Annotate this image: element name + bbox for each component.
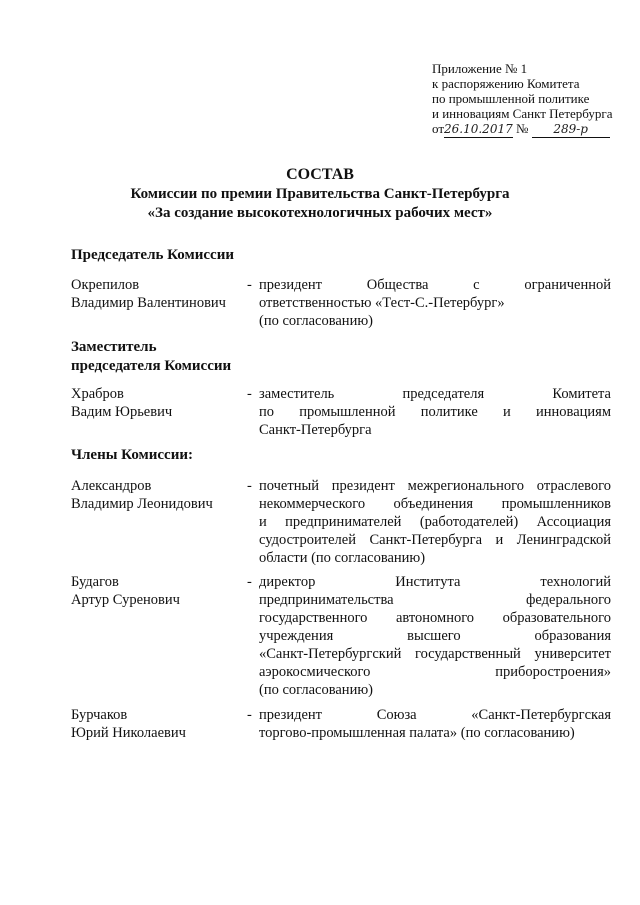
person-dash: - — [247, 386, 252, 402]
title-line-2: «За создание высокотехнологичных рабочих мест» — [147, 205, 493, 221]
annex-line-1: Приложение № 1 — [432, 61, 528, 76]
role-line: торгово-промышленная палата» (по согласованию) — [259, 725, 575, 741]
person-given-name: Владимир Валентинович — [71, 295, 226, 311]
role-line: заместитель председателя Комитета — [259, 386, 611, 402]
annex-date-line — [432, 121, 632, 138]
section-chairman: Председатель Комиссии — [71, 247, 234, 263]
section-deputy-line-1: Заместитель — [71, 339, 157, 355]
person-surname: Будагов — [71, 574, 119, 590]
annex-block — [432, 61, 632, 138]
role-line: «Санкт-Петербургский государственный университет — [259, 646, 611, 662]
section-deputy — [71, 338, 231, 376]
annex-line-3: по промышленной политике — [432, 91, 590, 106]
role-line: президент Общества с ограниченной — [259, 277, 611, 293]
person-name — [71, 276, 251, 312]
annex-line-2: к распоряжению Комитета — [432, 76, 580, 91]
title-heading: СОСТАВ — [286, 166, 354, 183]
role-line: ответственностью «Тест-С.-Петербург» — [259, 295, 505, 311]
person-role — [259, 573, 611, 699]
person-dash: - — [247, 478, 252, 494]
person-role — [259, 706, 611, 742]
person-given-name: Владимир Леонидович — [71, 496, 213, 512]
annex-date-value: 26.10.2017 — [444, 122, 513, 136]
person-role — [259, 477, 611, 567]
role-line: некоммерческого объединения промышленников — [259, 496, 611, 512]
annex-line-4: и инновациям Санкт Петербурга — [432, 106, 613, 121]
role-line: аэрокосмического приборостроения» — [259, 664, 611, 680]
section-members: Члены Комиссии: — [71, 447, 193, 463]
role-line: учреждения высшего образования — [259, 628, 611, 644]
person-name — [71, 706, 251, 742]
annex-number-prefix: № — [515, 121, 529, 136]
person-role — [259, 276, 611, 330]
role-line: предпринимательства федерального — [259, 592, 611, 608]
person-name — [71, 573, 251, 609]
person-surname: Александров — [71, 478, 152, 494]
person-dash: - — [247, 707, 252, 723]
role-line: (по согласованию) — [259, 682, 373, 698]
role-line: области (по согласованию) — [259, 550, 426, 566]
annex-date-prefix: от — [432, 121, 445, 136]
role-line: (по согласованию) — [259, 313, 373, 329]
role-line: Санкт-Петербурга — [259, 422, 372, 438]
role-line: и предпринимателей (работодателей) Ассоциация — [259, 514, 611, 530]
section-deputy-line-2: председателя Комиссии — [71, 358, 232, 374]
role-line: судостроителей Санкт-Петербурга и Ленинградской — [259, 532, 611, 548]
annex-number-value: 289-р — [553, 122, 588, 136]
annex-date-underline — [444, 121, 513, 138]
person-dash: - — [247, 277, 252, 293]
person-given-name: Вадим Юрьевич — [71, 404, 173, 420]
person-given-name: Артур Суренович — [71, 592, 180, 608]
annex-number-underline — [532, 121, 610, 138]
role-line: по промышленной политике и инновациям — [259, 404, 611, 420]
person-given-name: Юрий Николаевич — [71, 725, 186, 741]
person-surname: Бурчаков — [71, 707, 128, 723]
person-role — [259, 385, 611, 439]
document-title — [0, 165, 640, 223]
role-line: государственного автономного образовательного — [259, 610, 611, 626]
person-name — [71, 477, 251, 513]
person-surname: Храбров — [71, 386, 124, 402]
role-line: почетный президент межрегионального отраслевого — [259, 478, 611, 494]
person-surname: Окрепилов — [71, 277, 140, 293]
person-dash: - — [247, 574, 252, 590]
title-line-1: Комиссии по премии Правительства Санкт-Петербурга — [130, 186, 510, 202]
role-line: президент Союза «Санкт-Петербургская — [259, 707, 611, 723]
role-line: директор Института технологий — [259, 574, 611, 590]
person-name — [71, 385, 251, 421]
